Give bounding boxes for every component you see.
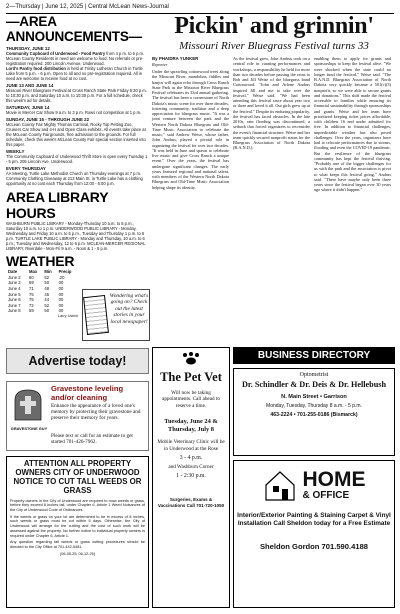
notice-body: Any question regarding tall weeds or grass cutting procedures should be directed to the City Office at 701-442-5481. [10,540,145,549]
saturday-label: SATURDAY, JUNE 14 [6,105,50,110]
sheldon-phone: Sheldon Gordon 701.590.4188 [259,542,369,551]
announcement-item: Lord's Pantry food distribution is held at Trinity Lutheran Church in Turtle Lake from 5 p.m. - 6 p.m. Open to all and no pre-registration required. All in need are welcome to receive food at no cost. [6,66,143,81]
pet-vet-footer: Surgeries, Exams & Vaccinations Call 701-720-1050 [157,497,225,508]
notice-pub: (06-05-25, 06-12-25) [59,551,96,556]
gravestone-logo-icon [11,388,45,422]
pet-vet-text: Will now be taking appointments. Call ahead to reserve a time. [162,390,220,409]
weekly-label: WEEKLY [6,149,25,154]
business-directory-title: BUSINESS DIRECTORY [257,350,371,361]
optometrist-names: Dr. Schindler & Dr. Deis & Dr. Hellebush [241,380,387,389]
wondering-box [82,289,150,341]
notice-title: ATTENTION ALL PROPERTY OWNERS CITY OF UNDERWOOD NOTICE TO CUT TALL WEEDS OR GRASS [13,459,142,495]
weather-observer: Larry Ustick [57,313,78,318]
pet-vet-text: and Washburn Corner [168,464,214,471]
gravestone-headline: Gravestone leveling and/or cleaning [51,384,124,402]
article-subheadline: Missouri River Bluegrass Festival turns 33 [179,40,369,52]
table-row: June 7 72 52 00 [8,302,64,308]
pet-vet-title: The Pet Vet [160,370,222,384]
notice-body: If the weeds or grass on your lot are determined to be in excess of 8 inches, such weeds or grass must be cut within 5 days. Otherwise, the City of Underwood will arrange for the cutting and the cost of such work will be assessed against the property. No further notice to individual property owners is required under Chapter 6, Article 1. [10,514,145,538]
gravestone-text: Enhance the appearance of a loved one's memory by protecting their gravestone and preserve their memory for years. [51,403,141,422]
announcement-item: Community Cupboard of Underwood - Food Pantry from 4 p.m. to 6 p.m. McLean County Residents in need are welcome to food. No referrals or pre-registration required. 200 Lincoln Avenue, Underwood. [6,51,145,66]
article-text: enabling them to apply for grants and sponsorships to keep the festival alive. "We were shocked when the state could no longer fund the festival," Weise said. "The B.A.N.D. Bluegrass Association of North Dakota very quickly became a 501(c)(3) nonprofit, so we were able to secure grants and donations." This shift made the festival accessible to families while ensuring its financial sustainability through sponsorships and grants. Weise and her team have prioritized keeping ticket prices affordable, with children 16 and under admitted for free. In addition to financial challenges, unpredictable weather has also posed challenges. Over the years, organizers have had to relocate performances due to storms, flooding and even the COVID-19 pandemic. But the resilience of the bluegrass community has kept the festival thriving. "Probably one of the bigger challenges for us with the park and the association is pivot to what keeps this festival going," Andrus said. "There have maybe only been three years since the festival began over 30 years ago where it didn't happen." [314,56,391,193]
byline-role: Reporter [152,62,168,67]
article-headline: Pickin' and grinnin' [174,13,374,39]
notice-body: Property owners in the City of Underwood are required to mow weeds or grass, before they exceed 8 inches tall, under Chapter 6, Article 1 Weed Nuisances of the City of Underwood Code of Ordinances. [10,498,145,513]
weather-header: Date [8,269,18,275]
optometrist-ad [233,368,395,456]
weather-header: Min [44,269,52,275]
pet-vet-dates: Tuesday, June 24 & Thursday, July 8 [164,418,218,433]
table-row: June 3 69 50 00 [8,280,64,286]
optometrist-label: Optometrist [299,372,329,378]
gravestone-logo-text: GRAVESTONE GUY [10,426,48,431]
weather-title: WEATHER [6,253,75,269]
gravestone-ad [6,381,149,451]
pet-vet-ad [152,347,230,608]
weather-header: Max [29,269,38,275]
table-row: June 5 75 45 00 [8,291,64,297]
june1314-label: JUNE 13 AND JUNE 14 [6,83,54,88]
article-column [233,56,310,151]
optometrist-address: N. Main Street • Garrison [281,393,347,400]
library-title: AREA LIBRARY HOURS [6,189,109,221]
pet-vet-time: 1 - 2:30 p.m. [176,473,206,480]
article-text: As the festival grew, John Andrus took on a central role in curating performances and workshops, a responsibility he held for more than two decades before passing the reins to Bob and Jill Weise of the bluegrass band Cottonwood. "John and Arlene Andrus inspired Jill and me to take over the festival," Weise said. "We had been attending this festival since about year two or three and loved it all. Our girls grew up at the festival." Despite its enduring popularity, the festival has faced obstacles. In the late 2010s, rain flooding was discontinued, a setback that forced organizers to reconsider the event's financial structure. Weise and her team quickly secured nonprofit status for the Bluegrass Association of North Dakota (B.A.N.D.), [233,56,311,151]
wondering-text: Wondering what's going on? Check out the latest stories in your local newspaper! [109,293,149,325]
article-column [314,56,391,193]
house-icon [263,468,297,502]
pet-vet-time: 3 - 4 p.m. [179,455,203,462]
table-row: June 6 75 44 00 [8,297,64,303]
sheldon-ad [233,460,395,608]
area-announcements-title: —AREA ANNOUNCEMENTS— [6,14,142,44]
left-column [6,14,148,318]
announcement-item: McLean County Fair Mighty Thomas Carnival, Rocky Top Petting Zoo, Cruisers Car Show and 4-H and Open Class exhibits. All events take place at the McLean County Fairgrounds, free admission to the grounds. For full schedule, check this week's McLean County Fair special section inserted into this paper. [6,122,146,147]
table-row: June 8 59 50 00 [8,308,64,314]
sheldon-logo-text: & OFFICE [302,489,350,501]
dateline: 2—Thursday | June 12, 2025 | Central McLean News-Journal [6,4,169,10]
weather-header: Precip [58,269,72,275]
business-directory-header [233,347,395,364]
everythursday-label: EVERY THURSDAY [6,166,46,171]
weed-notice [6,456,149,608]
article-text: Under the sprawling cottonwood trees along the Missouri River, mandolins, fiddles and banjos will again echo through Cross Ranch State Park as the Missouri River Bluegrass Festival celebrates its 33rd annual gathering. The festival has been a cornerstone of North Dakota's music scene for over three decades, fostering community, tradition and a deep appreciation for bluegrass music. "It was a joint venture between the park and the Western North Dakota Bluegrass and Old-Time Music Association to celebrate the music," said Andrew Weise, whose father, John Andrus, played a pivotal role in organizing the festival for over two decades. "It was held in June and spawn to celebrate live music and give Cross Ranch a unique event." Over the years, the festival has undergone significant changes. The early years featured regional and national talent, with members of the Western North Dakota Bluegrass and Old-Time Music Association helping shape its identity. [152,69,230,190]
library-hours: WASHBURN PUBLIC LIBRARY - Monday-Thursday 10 a.m. to 5 p.m., Saturday 10 a.m. to 1 p.m. UNDERWOOD PUBLIC LIBRARY - Monday, Wednesday and Friday 10 a.m. to 5 p.m., Tuesday and Thursday 1 p.m. to 6 p.m. TURTLE LAKE PUBLIC LIBRARY - Monday and Thursday, 10 a.m. to 6 p.m.; Tuesday and Wednesday, 12 to 6 p.m. MCLEAN-MERCER REGIONAL LIBRARY, Riverdale - Mon-Fri 9 a.m. - Noon & 1 - 5 p.m. [6,221,146,251]
announcement-item: AA Meeting, Turtle Lake Methodist Church on Thursday evenings at 7 p.m. Community Clothing Giveaway at 213 Main St. in Turtle Lake has a clothing opportunity at no cost each Thursday from 12:00 - 6:00 p.m. [6,171,143,186]
sheldon-services: Interior/Exterior Painting & Staining Carpet & Vinyl Installation Call Sheldon today for a Free Estimate [237,512,391,527]
gravestone-call: Please text or call for an estimate to get started 701-426-7962. [51,433,133,446]
paw-icon [180,351,202,365]
optometrist-hours: Monday, Tuesday, Thursday 8 a.m. - 5 p.m. [266,402,362,409]
article-column [152,56,229,190]
advertise-text: Advertise today! [28,354,127,368]
announcement-item: The Community Cupboard of Underwood Thrift Store is open every Tuesday 1 - 5 pm. 205 Lincoln Ave. Underwood. [6,154,148,164]
table-row: June 2 60 52 .20 [8,274,65,280]
pet-vet-text: Mobile Veterinary Clinic will be in Underwood at the Rose [157,439,225,452]
advertise-banner[interactable] [6,348,149,374]
sheldon-logo [237,468,391,502]
weather-table [6,269,78,314]
table-row: June 4 71 48 00 [8,286,64,292]
announcement-item: Missouri River Bluegrass Festival at Cross Ranch State Park Friday 6:30 p.m. to 10:30 p.m. and Saturday 10 a.m. to 10:30 p.m. For a full schedule, check this week's ad for details. [6,88,147,103]
newspaper-icon [83,295,109,335]
byline: By PHAIDRA YUNKER [152,56,199,61]
sunday-label: SUNDAY, JUNE 15 - THROUGH JUNE 22 [6,117,90,122]
sheldon-logo-text: HOME [302,467,366,491]
thursday-label: THURSDAY, JUNE 12 [6,46,50,51]
optometrist-phones: 463-2224 • 701-255-0186 (Bismarck) [270,411,358,418]
announcement-item: Movie in Mercer Car Show 9 a.m. to 3 p.m. Rows not competition at 1 p.m. [6,110,142,115]
